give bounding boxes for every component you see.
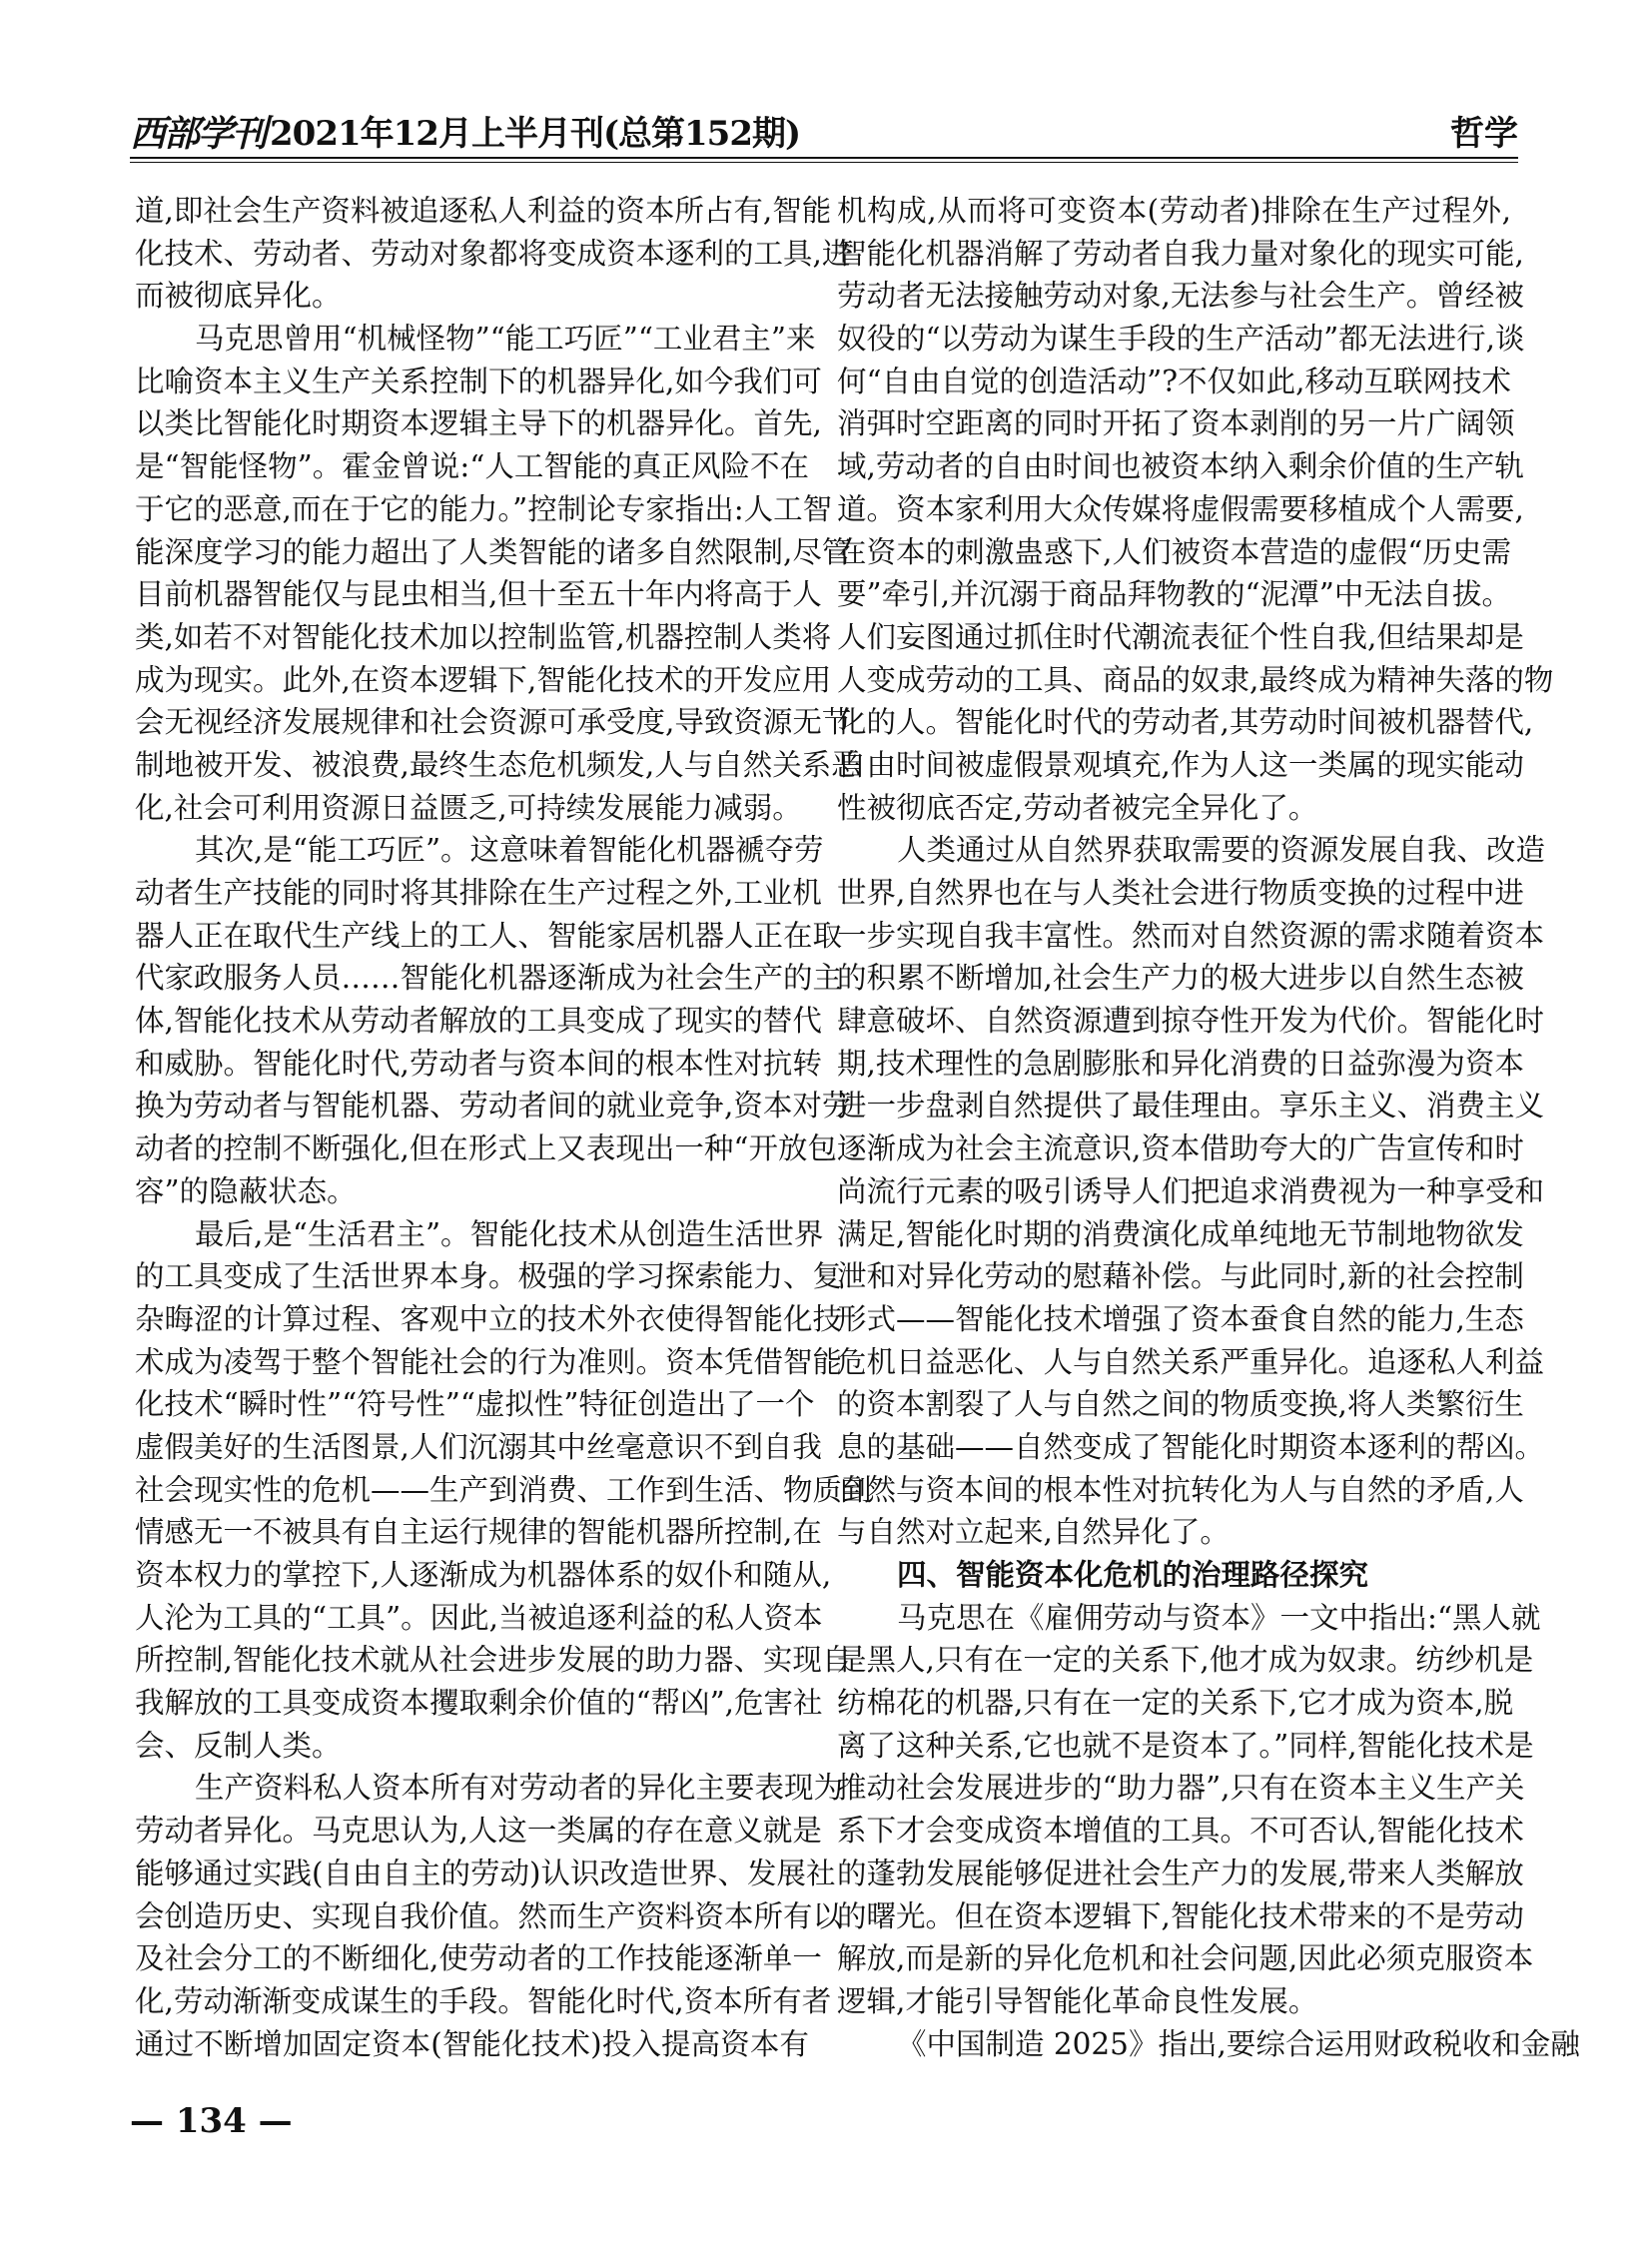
text-line: 动者的控制不断强化,但在形式上又表现出一种“开放包 — [135, 1131, 837, 1166]
issue-info: 2021年12月上半月刊(总第152期) — [270, 114, 801, 154]
paragraph — [837, 190, 1554, 829]
text-line: 制地被开发、被浪费,最终生态危机频发,人与自然关系恶 — [135, 747, 861, 782]
text-line: 和威胁。智能化时代,劳动者与资本间的根本性对抗转 — [135, 1046, 822, 1081]
section-heading — [837, 1554, 1511, 1597]
text-line: 机构成,从而将可变资本(劳动者)排除在生产过程外, — [837, 194, 1511, 228]
text-line: 危机日益恶化、人与自然关系严重异化。追逐私人利益 — [837, 1344, 1545, 1379]
text-line: 资本权力的掌控下,人逐渐成为机器体系的奴仆和随从, — [135, 1558, 832, 1592]
text-line: 的蓬勃发展能够促进社会生产力的发展,带来人类解放 — [837, 1856, 1524, 1890]
text-line: 人们妄图通过抓住时代潮流表征个性自我,但结果却是 — [837, 619, 1524, 654]
text-line: 一步实现自我丰富性。然而对自然资源的需求随着资本 — [837, 918, 1545, 953]
paragraph — [135, 1767, 844, 2065]
text-line: 劳动者无法接触劳动对象,无法参与社会生产。曾经被 — [837, 279, 1524, 314]
text-line: 杂晦涩的计算过程、客观中立的技术外衣使得智能化技 — [135, 1301, 843, 1336]
text-line: 进一步盘剥自然提供了最佳理由。享乐主义、消费主义 — [837, 1089, 1545, 1123]
text-line: 而被彻底异化。 — [135, 279, 342, 314]
text-line: 逐渐成为社会主流意识,资本借助夸大的广告宣传和时 — [837, 1131, 1524, 1166]
text-line: 虚假美好的生活图景,人们沉溺其中丝毫意识不到自我 — [135, 1429, 822, 1464]
text-line: 动者生产技能的同时将其排除在生产过程之外,工业机 — [135, 876, 822, 910]
text-line: 系下才会变成资本增值的工具。不可否认,智能化技术 — [837, 1814, 1524, 1849]
text-line: 推动社会发展进步的“助力器”,只有在资本主义生产关 — [837, 1771, 1525, 1806]
text-line: 情感无一不被具有自主运行规律的智能机器所控制,在 — [135, 1515, 822, 1550]
header-rule-thick — [130, 157, 1518, 159]
text-line: 的工具变成了生活世界本身。极强的学习探索能力、复 — [135, 1259, 843, 1294]
text-line: 人沦为工具的“工具”。因此,当被追逐利益的私人资本 — [135, 1600, 823, 1635]
text-line: 于它的恶意,而在于它的能力。”控制论专家指出:人工智 — [135, 491, 833, 526]
text-line: 纺棉花的机器,只有在一定的关系下,它才成为资本,脱 — [837, 1686, 1514, 1721]
text-line: 会无视经济发展规律和社会资源可承受度,导致资源无节 — [135, 705, 852, 740]
text-line: 是黑人,只有在一定的关系下,他才成为奴隶。纺纱机是 — [837, 1643, 1534, 1678]
text-line: 期,技术理性的急剧膨胀和异化消费的日益弥漫为资本 — [837, 1046, 1524, 1081]
text-line: 术成为凌驾于整个智能社会的行为准则。资本凭借智能 — [135, 1344, 843, 1379]
text-line: 道。资本家利用大众传媒将虚假需要移植成个人需要, — [837, 491, 1524, 526]
text-line: 及社会分工的不断细化,使劳动者的工作技能逐渐单一 — [135, 1941, 822, 1976]
text-line: 能够通过实践(自由自主的劳动)认识改造世界、发展社 — [135, 1856, 836, 1890]
text-line: 化的人。智能化时代的劳动者,其劳动时间被机器替代, — [837, 705, 1534, 740]
text-line: 人变成劳动的工具、商品的奴隶,最终成为精神失落的物 — [837, 662, 1554, 697]
section-label: 哲学 — [1450, 114, 1518, 154]
paragraph — [837, 2023, 1580, 2066]
text-line: 四、智能资本化危机的治理路径探究 — [897, 1558, 1369, 1592]
text-line: 满足,智能化时期的消费演化成单纯地无节制地物欲发 — [837, 1216, 1524, 1251]
text-line: 的资本割裂了人与自然之间的物质变换,将人类繁衍生 — [837, 1387, 1524, 1422]
running-header — [130, 112, 1518, 156]
text-line: 道,即社会生产资料被追逐私人利益的资本所占有,智能 — [135, 194, 832, 228]
text-line: 化,劳动渐渐变成谋生的手段。智能化时代,资本所有者 — [135, 1983, 832, 2018]
text-line: 能深度学习的能力超出了人类智能的诸多自然限制,尽管 — [135, 534, 852, 569]
text-line: 息的基础——自然变成了智能化时期资本逐利的帮凶。 — [837, 1429, 1545, 1464]
text-line: 要”牵引,并沉溺于商品拜物教的“泥潭”中无法自拔。 — [837, 577, 1511, 612]
text-line: 换为劳动者与智能机器、劳动者间的就业竞争,资本对劳 — [135, 1089, 852, 1123]
text-line: 代家政服务人员……智能化机器逐渐成为社会生产的主 — [135, 961, 843, 996]
text-line: 目前机器智能仅与昆虫相当,但十至五十年内将高于人 — [135, 577, 822, 612]
header-rule-thin — [130, 162, 1518, 163]
text-line: 肆意破坏、自然资源遭到掠夺性开发为代价。智能化时 — [837, 1004, 1545, 1039]
paragraph — [135, 829, 852, 1212]
text-line: 类,如若不对智能化技术加以控制监管,机器控制人类将 — [135, 619, 832, 654]
text-line: 世界,自然界也在与人类社会进行物质变换的过程中进 — [837, 876, 1524, 910]
text-line: 奴役的“以劳动为谋生手段的生产活动”都无法进行,谈 — [837, 322, 1525, 357]
text-line: 是“智能怪物”。霍金曾说:“人工智能的真正风险不在 — [135, 449, 809, 484]
page-number: — 134 — — [130, 2101, 293, 2141]
text-line: 域,劳动者的自由时间也被资本纳入剩余价值的生产轨 — [837, 449, 1524, 484]
text-line: 自然与资本间的根本性对抗转化为人与自然的矛盾,人 — [837, 1472, 1524, 1507]
left-column — [135, 190, 872, 2065]
text-line: 与自然对立起来,自然异化了。 — [837, 1515, 1230, 1550]
text-line: 智能化机器消解了劳动者自我力量对象化的现实可能, — [837, 236, 1524, 271]
text-line: 《中国制造 2025》指出,要综合运用财政税收和金融 — [897, 2026, 1580, 2061]
text-line: 消弭时空距离的同时开拓了资本剥削的另一片广阔领 — [837, 406, 1515, 441]
paragraph — [837, 829, 1546, 1554]
text-line: 生产资料私人资本所有对劳动者的异化主要表现为 — [195, 1771, 844, 1806]
journal-logo: 西部学刊 — [130, 113, 267, 155]
text-line: 化技术、劳动者、劳动对象都将变成资本逐利的工具,进 — [135, 236, 852, 271]
text-line: 在资本的刺激蛊惑下,人们被资本营造的虚假“历史需 — [837, 534, 1511, 569]
text-line: 泄和对异化劳动的慰藉补偿。与此同时,新的社会控制 — [837, 1259, 1524, 1294]
text-line: 会创造历史、实现自我价值。然而生产资料资本所有以 — [135, 1898, 843, 1933]
text-line: 的积累不断增加,社会生产力的极大进步以自然生态被 — [837, 961, 1524, 996]
text-line: 逻辑,才能引导智能化革命良性发展。 — [837, 1983, 1318, 2018]
text-line: 性被彻底否定,劳动者被完全异化了。 — [837, 790, 1318, 825]
text-line: 通过不断增加固定资本(智能化技术)投入提高资本有 — [135, 2026, 809, 2061]
text-line: 会、反制人类。 — [135, 1728, 342, 1763]
text-line: 人类通过从自然界获取需要的资源发展自我、改造 — [897, 833, 1546, 868]
text-line: 马克思曾用“机械怪物”“能工巧匠”“工业君主”来 — [195, 322, 816, 357]
text-line: 比喻资本主义生产关系控制下的机器异化,如今我们可 — [135, 364, 822, 398]
text-line: 的曙光。但在资本逻辑下,智能化技术带来的不是劳动 — [837, 1898, 1524, 1933]
text-line: 以类比智能化时期资本逻辑主导下的机器异化。首先, — [135, 406, 822, 441]
paragraph — [135, 190, 852, 318]
text-line: 尚流行元素的吸引诱导人们把追求消费视为一种享受和 — [837, 1173, 1545, 1208]
text-line: 我解放的工具变成资本攫取剩余价值的“帮凶”,危害社 — [135, 1686, 823, 1721]
text-line: 化技术“瞬时性”“符号性”“虚拟性”特征创造出了一个 — [135, 1387, 815, 1422]
text-line: 自由时间被虚假景观填充,作为人这一类属的现实能动 — [837, 747, 1524, 782]
text-line: 体,智能化技术从劳动者解放的工具变成了现实的替代 — [135, 1004, 822, 1039]
paragraph — [135, 318, 861, 829]
right-column — [837, 190, 1580, 2065]
text-line: 离了这种关系,它也就不是资本了。”同样,智能化技术是 — [837, 1728, 1534, 1763]
text-line: 化,社会可利用资源日益匮乏,可持续发展能力减弱。 — [135, 790, 802, 825]
text-line: 何“自由自觉的创造活动”?不仅如此,移动互联网技术 — [837, 364, 1511, 398]
paragraph — [837, 1597, 1541, 2023]
text-line: 成为现实。此外,在资本逻辑下,智能化技术的开发应用 — [135, 662, 832, 697]
text-line: 劳动者异化。马克思认为,人这一类属的存在意义就是 — [135, 1814, 822, 1849]
paragraph — [135, 1213, 872, 1768]
text-line: 解放,而是新的异化危机和社会问题,因此必须克服资本 — [837, 1941, 1534, 1976]
text-line: 所控制,智能化技术就从社会进步发展的助力器、实现自 — [135, 1643, 852, 1678]
text-line: 容”的隐蔽状态。 — [135, 1173, 357, 1208]
text-line: 最后,是“生活君主”。智能化技术从创造生活世界 — [195, 1216, 824, 1251]
text-line: 社会现实性的危机——生产到消费、工作到生活、物质到 — [135, 1472, 872, 1507]
text-line: 马克思在《雇佣劳动与资本》一文中指出:“黑人就 — [897, 1600, 1541, 1635]
text-line: 其次,是“能工巧匠”。这意味着智能化机器褫夺劳 — [195, 833, 824, 868]
text-line: 器人正在取代生产线上的工人、智能家居机器人正在取 — [135, 918, 843, 953]
text-line: 形式——智能化技术增强了资本蚕食自然的能力,生态 — [837, 1301, 1524, 1336]
